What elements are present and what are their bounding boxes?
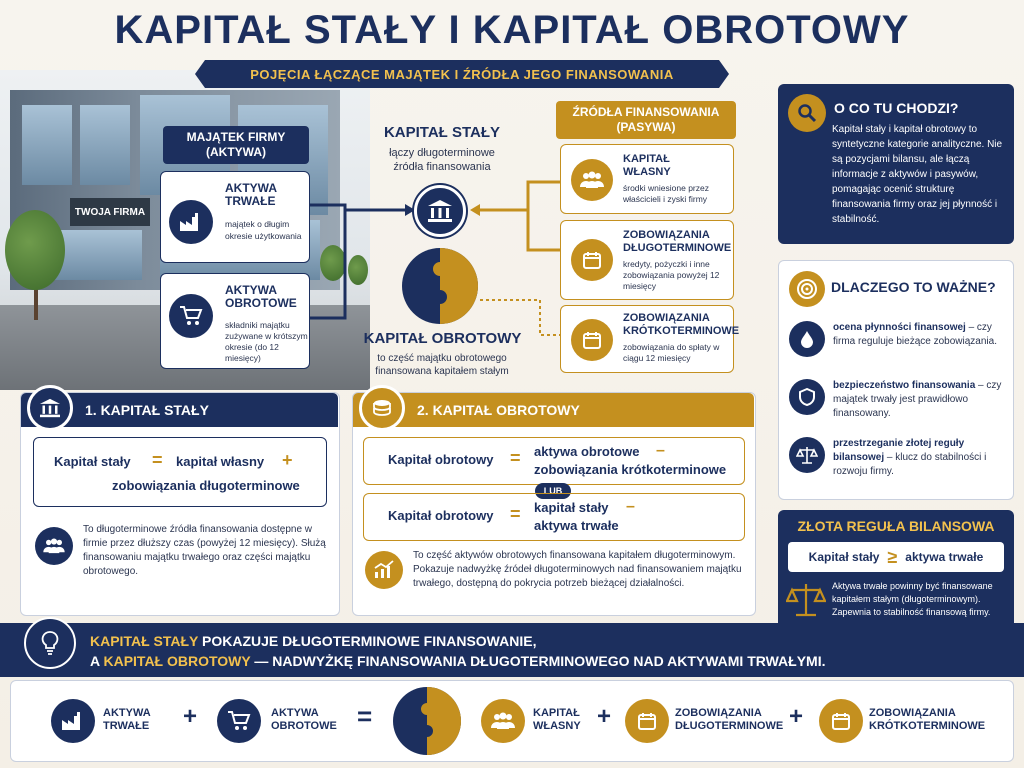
current-assets-title: AKTYWA OBROTOWE (225, 283, 297, 310)
section2-f1-lhs: Kapitał obrotowy (388, 452, 494, 467)
golden-rule-box (778, 510, 1014, 632)
current-assets-desc: składniki majątku zużywane w krótszym okresie (do 12 miesięcy) (225, 320, 308, 363)
golden-rule-title: ZŁOTA REGUŁA BILANSOWA (797, 518, 995, 534)
section2-f2-eq: = (510, 504, 521, 524)
section2-formula-1 (363, 437, 745, 485)
section1-rhs1: kapitał własny (176, 454, 265, 469)
fixed-assets-desc: majątek o długim okresie użytkowania (225, 219, 302, 241)
factory-icon (51, 699, 95, 743)
golden-rule-formula (788, 542, 1004, 572)
why-item-3 (833, 437, 1005, 479)
section1-rhs2: zobowiązania długoterminowe (112, 478, 300, 493)
page-title: KAPITAŁ STAŁY I KAPITAŁ OBROTOWY (114, 8, 910, 52)
bottom-fixed-assets: AKTYWA TRWAŁE (103, 707, 151, 732)
working-capital-center-title: KAPITAŁ OBROTOWY (363, 330, 522, 347)
sources-header: ŹRÓDŁA FINANSOWANIA (PASYWA) (556, 101, 736, 139)
fixed-assets-title: AKTYWA TRWAŁE (225, 181, 277, 208)
about-text: Kapitał stały i kapitał obrotowy to syntetyczne kategorie analityczne. Nie są pozycjami bilansu, ale łączą informacje z aktywów i pasywów, pomagając ocenić strukturę finansowania firmy oraz jej płynność i stabilność. (832, 124, 1003, 225)
summary-band (0, 623, 1024, 677)
coins-icon (359, 385, 405, 431)
lightbulb-icon (24, 617, 76, 669)
golden-rule-desc: Aktywa trwałe powinny być finansowane kapitałem stałym (długoterminowym). Zapewnia to stabilność finansową firmy. (832, 581, 993, 617)
section2-f1-rhs1: aktywa obrotowe (534, 444, 640, 459)
section2-f1-rhs2: zobowiązania krótkoterminowe (534, 462, 727, 477)
section1-eq: = (152, 450, 163, 470)
summary-l2-gold: KAPITAŁ OBROTOWY (103, 653, 251, 669)
bank-icon (414, 185, 466, 237)
golden-rule-right: aktywa trwałe (905, 550, 984, 564)
assets-header: MAJĄTEK FIRMY (AKTYWA) (163, 126, 309, 164)
summary-l1-gold: KAPITAŁ STAŁY (90, 633, 199, 649)
people-icon (35, 527, 73, 565)
golden-rule-sign: ≥ (887, 546, 898, 567)
section1-lhs: Kapitał stały (54, 454, 131, 469)
short-term-liabilities-desc: zobowiązania do spłaty w ciągu 12 miesięcy (623, 342, 720, 363)
bottom-plus-1: + (183, 703, 198, 730)
long-term-liabilities-card (560, 220, 734, 300)
page-subtitle: POJĘCIA ŁĄCZĄCE MAJĄTEK I ŹRÓDŁA JEGO FINANSOWANIA (205, 60, 719, 88)
shield-icon (789, 379, 825, 415)
section2-formula-2 (363, 493, 745, 541)
short-term-liabilities-card (560, 305, 740, 373)
why-item-1-bold: ocena płynności finansowej (833, 322, 966, 333)
why-item-1-rest: – czy firma reguluje bieżące zobowiązania. (833, 322, 997, 347)
bottom-plus-2: + (597, 703, 612, 730)
why-title: DLACZEGO TO WAŻNE? (831, 279, 996, 295)
calendar-icon (571, 319, 613, 361)
summary-l2-b: — NADWYŻKĘ FINANSOWANIA DŁUGOTERMINOWEGO NAD AKTYWAMI TRWAŁYMI. (250, 653, 826, 669)
long-term-liabilities-title: ZOBOWIĄZANIA DŁUGOTERMINOWE (623, 229, 732, 254)
why-item-2 (833, 379, 1005, 421)
summary-l1-white: POKAZUJE DŁUGOTERMINOWE FINANSOWANIE, (198, 633, 537, 649)
summary-l2-a: A (90, 653, 104, 669)
section1-title: 1. KAPITAŁ STAŁY (85, 402, 209, 418)
equity-desc: środki wniesione przez właścicieli i zyski firmy (623, 183, 709, 204)
long-term-liabilities-desc: kredyty, pożyczki i inne zobowiązania powyżej 12 miesięcy (623, 259, 720, 291)
section2-f1-eq: = (510, 448, 521, 468)
section2-f2-rhs1: kapitał stały (534, 500, 609, 515)
or-badge: LUB (535, 483, 571, 499)
cart-icon (217, 699, 261, 743)
short-term-liabilities-title: ZOBOWIĄZANIA KRÓTKOTERMINOWE (623, 312, 740, 337)
calendar-icon (625, 699, 669, 743)
equity-card (560, 144, 734, 214)
section2-desc: To część aktywów obrotowych finansowana kapitałem długoterminowym. Pokazuje nadwyżkę źródeł długoterminowych nad finansowaniem majątku trwałego, dostępną do pokrycia potrzeb bieżącej działalności. (413, 550, 742, 589)
people-icon (481, 699, 525, 743)
calendar-icon (819, 699, 863, 743)
company-sign: TWOJA FIRMA (70, 198, 150, 226)
why-item-3-bold: przestrzeganie złotej reguły bilansowej (833, 438, 965, 463)
summary-line-1 (90, 633, 536, 649)
equity-title: KAPITAŁ WŁASNY (623, 153, 671, 178)
section2-f2-minus: – (626, 498, 635, 515)
about-title: O CO TU CHODZI? (834, 100, 959, 116)
bottom-long-term-liabilities: ZOBOWIĄZANIA DŁUGOTERMINOWE (675, 707, 784, 732)
puzzle-circle-icon (391, 685, 463, 757)
summary-line-2 (90, 653, 826, 669)
bottom-equity: KAPITAŁ WŁASNY (533, 707, 581, 732)
why-item-1 (833, 321, 1005, 349)
why-item-2-rest: – czy majątek trwały jest prawidłowo finansowany. (833, 380, 1002, 419)
puzzle-circle-icon (400, 246, 480, 326)
section2-title: 2. KAPITAŁ OBROTOWY (417, 402, 580, 418)
golden-rule-left: Kapitał stały (808, 550, 880, 564)
bottom-equals: = (357, 701, 373, 731)
section1-plus: + (282, 450, 293, 470)
section1-desc: To długoterminowe źródła finansowania dostępne w firmie przez dłuższy czas (powyżej 12 miesięcy). Służą finansowaniu majątku trwałego oraz części majątku obrotowego. (83, 524, 326, 577)
bank-icon (27, 385, 73, 431)
calendar-icon (571, 239, 613, 281)
section-fixed-capital (20, 392, 340, 616)
golden-scales-icon (786, 582, 826, 622)
why-box (778, 260, 1014, 500)
fixed-capital-center-title: KAPITAŁ STAŁY (383, 124, 501, 141)
why-item-3-rest: – klucz do stabilności i rozwoju firmy. (833, 452, 987, 477)
why-item-2-bold: bezpieczeństwo finansowania (833, 380, 976, 391)
about-box (778, 84, 1014, 244)
section2-f2-rhs2: aktywa trwałe (534, 518, 619, 533)
section2-f2-lhs: Kapitał obrotowy (388, 508, 494, 523)
target-icon (789, 271, 825, 307)
search-icon (788, 94, 826, 132)
people-icon (571, 159, 613, 201)
growth-chart-icon (365, 551, 403, 589)
section2-f1-minus: – (656, 442, 665, 459)
bottom-plus-3: + (789, 703, 804, 730)
working-capital-center-desc: to część majątku obrotowego finansowana kapitałem stałym (375, 353, 509, 377)
section1-formula (33, 437, 327, 507)
bottom-short-term-liabilities: ZOBOWIĄZANIA KRÓTKOTERMINOWE (869, 707, 986, 732)
section-working-capital (352, 392, 756, 616)
scales-icon (789, 437, 825, 473)
drop-icon (789, 321, 825, 357)
bottom-current-assets: AKTYWA OBROTOWE (271, 707, 337, 732)
balance-formula (10, 680, 1014, 762)
fixed-capital-center-desc: łączy długoterminowe źródła finansowania (389, 147, 495, 173)
